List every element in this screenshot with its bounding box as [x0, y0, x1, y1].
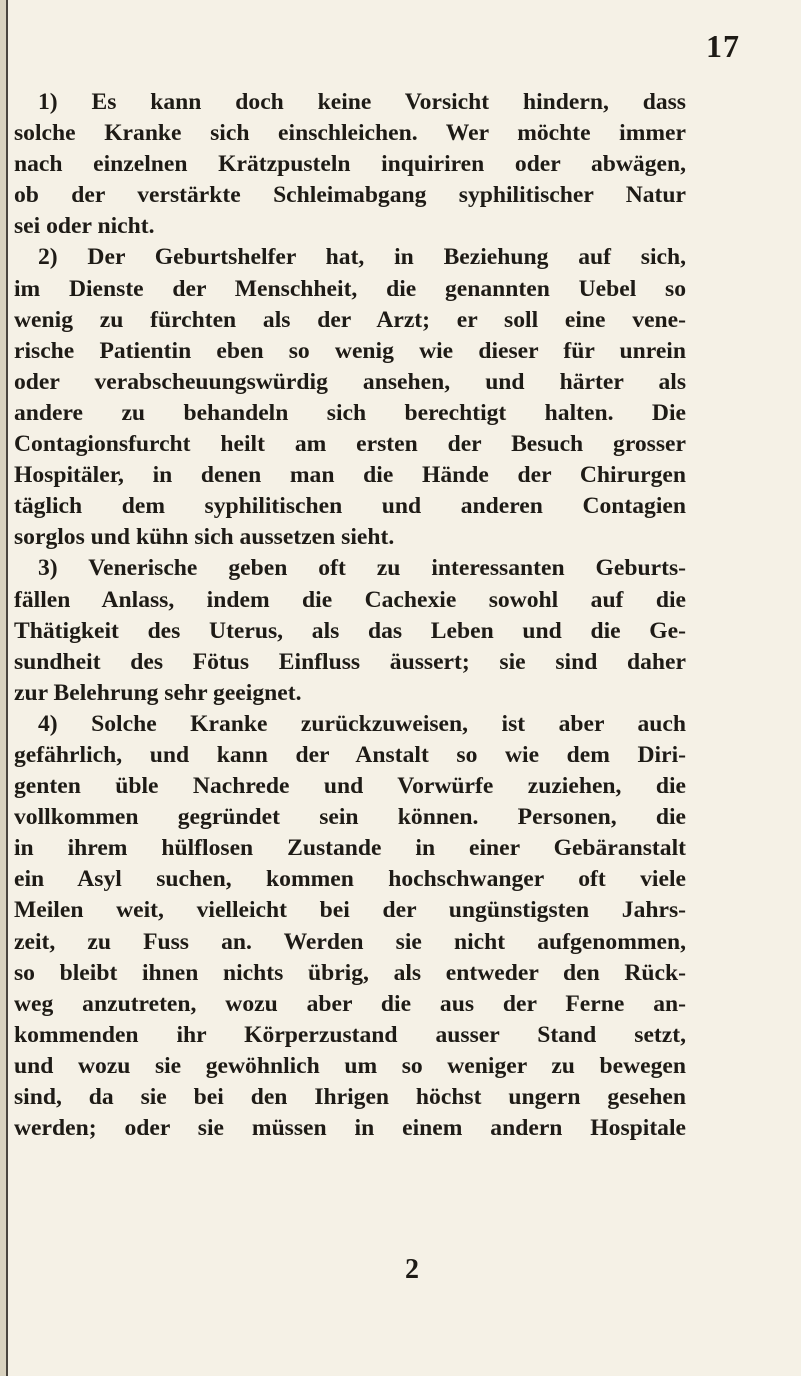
text-line: in ihrem hülflosen Zustande in einer Gebäranstalt: [14, 835, 686, 862]
text-line: genten üble Nachrede und Vorwürfe zuziehen, die: [14, 773, 686, 800]
text-line: Thätigkeit des Uterus, als das Leben und die Ge-: [14, 617, 686, 644]
text-line: so bleibt ihnen nichts übrig, als entweder den Rück-: [14, 959, 686, 986]
text-line: Contagionsfurcht heilt am ersten der Besuch grosser: [14, 431, 686, 458]
text-line: ein Asyl suchen, kommen hochschwanger oft viele: [14, 866, 686, 893]
text-line: zur Belehrung sehr geeignet.: [14, 679, 302, 706]
text-line: sei oder nicht.: [14, 213, 155, 240]
text-line: ob der verstärkte Schleimabgang syphilitischer Natur: [14, 182, 686, 209]
text-line: gefährlich, und kann der Anstalt so wie dem Diri-: [14, 741, 686, 768]
text-line: zeit, zu Fuss an. Werden sie nicht aufgenommen,: [14, 928, 686, 955]
text-line: nach einzelnen Krätzpusteln inquiriren oder abwägen,: [14, 151, 686, 178]
binding-rule: [6, 0, 8, 1376]
text-line: andere zu behandeln sich berechtigt halten. Die: [14, 399, 686, 426]
text-line: solche Kranke sich einschleichen. Wer möchte immer: [14, 120, 686, 147]
text-line: täglich dem syphilitischen und anderen Contagien: [14, 493, 686, 520]
text-line: wenig zu fürchten als der Arzt; er soll eine vene-: [14, 306, 686, 333]
text-line: Meilen weit, vielleicht bei der ungünstigsten Jahrs-: [14, 897, 686, 924]
text-line: 4) Solche Kranke zurückzuweisen, ist aber auch: [38, 710, 686, 737]
signature-mark: 2: [405, 1254, 419, 1285]
text-line: sind, da sie bei den Ihrigen höchst ungern gesehen: [14, 1084, 686, 1110]
text-line: weg anzutreten, wozu aber die aus der Ferne an-: [14, 990, 686, 1017]
body-text: [14, 87, 686, 1144]
text-line: fällen Anlass, indem die Cachexie sowohl auf die: [14, 586, 686, 613]
text-line: kommenden ihr Körperzustand ausser Stand setzt,: [14, 1021, 686, 1048]
text-line: vollkommen gegründet sein können. Personen, die: [14, 804, 686, 831]
text-line: 3) Venerische geben oft zu interessanten Geburts-: [38, 555, 686, 582]
text-line: sorglos und kühn sich aussetzen sieht.: [14, 524, 395, 551]
page-number: 17: [706, 28, 740, 64]
text-line: 1) Es kann doch keine Vorsicht hindern, dass: [38, 89, 686, 115]
text-line: Hospitäler, in denen man die Hände der Chirurgen: [14, 462, 686, 489]
text-line: sundheit des Fötus Einfluss äussert; sie sind daher: [14, 648, 686, 675]
text-line: im Dienste der Menschheit, die genannten Uebel so: [14, 275, 686, 302]
text-line: werden; oder sie müssen in einem andern Hospitale: [14, 1115, 686, 1142]
text-line: oder verabscheuungswürdig ansehen, und härter als: [14, 368, 686, 395]
text-line: 2) Der Geburtshelfer hat, in Beziehung auf sich,: [38, 244, 686, 271]
text-line: und wozu sie gewöhnlich um so weniger zu bewegen: [14, 1052, 686, 1079]
text-line: rische Patientin eben so wenig wie dieser für unrein: [14, 337, 686, 364]
